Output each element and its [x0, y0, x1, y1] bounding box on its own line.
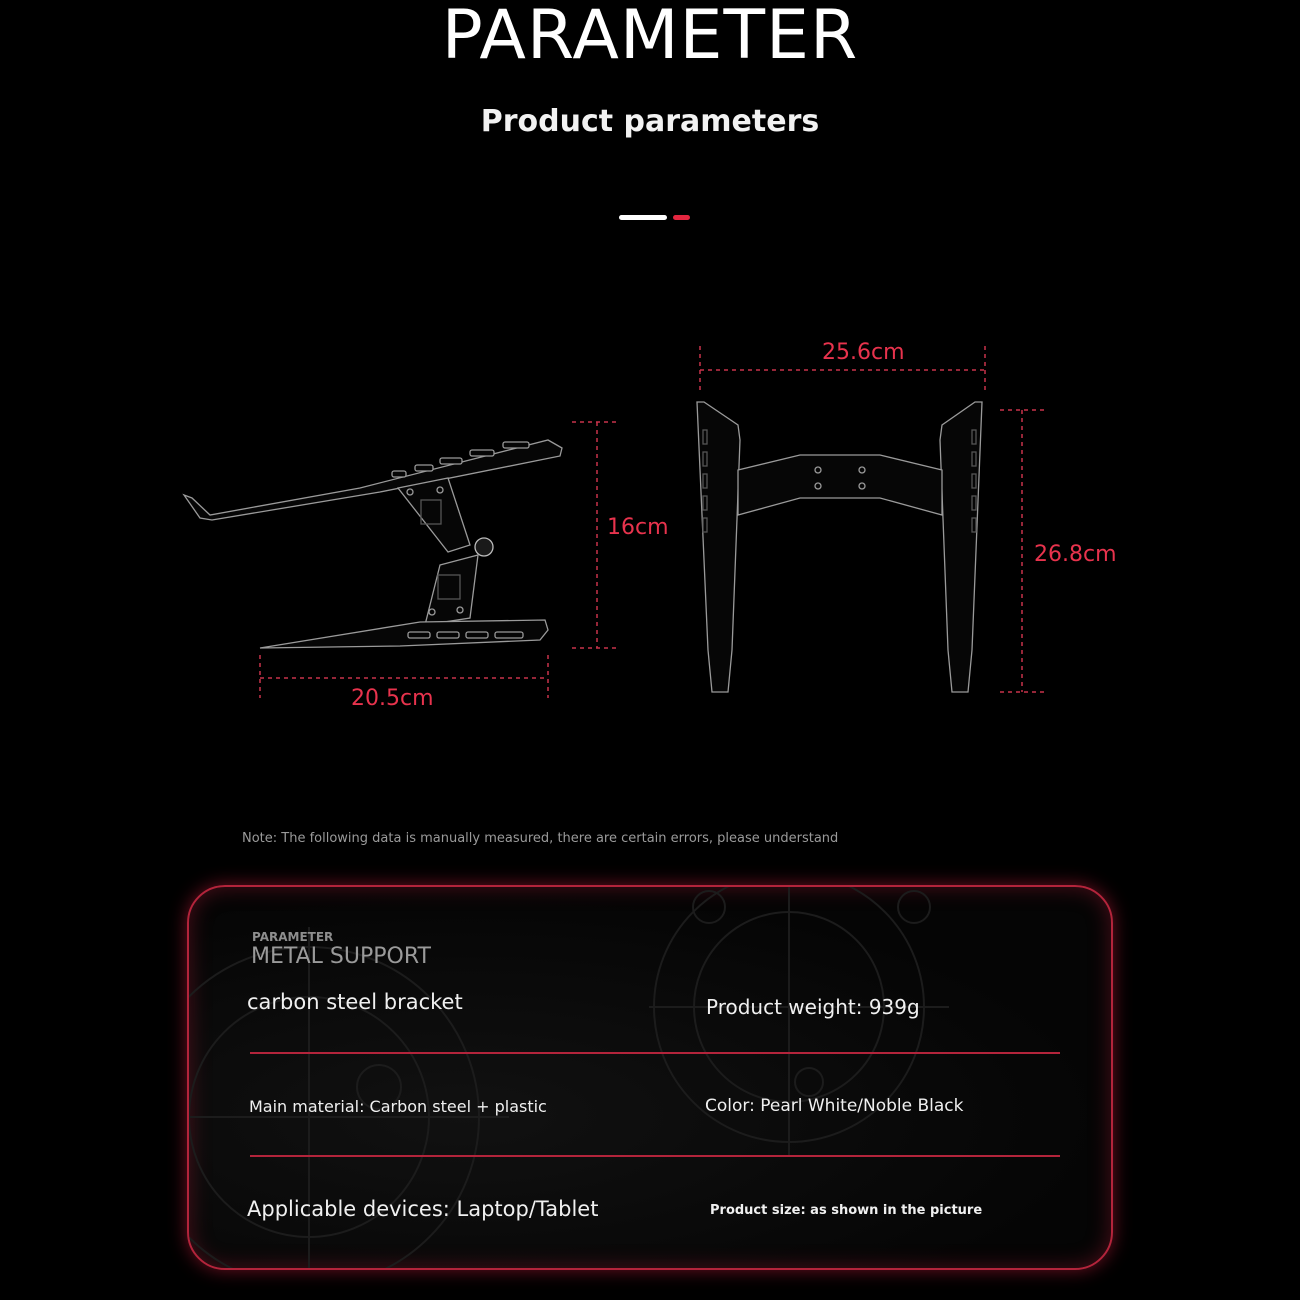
front-dimension-lines: [700, 346, 1046, 692]
side-length-label: 20.5cm: [351, 686, 434, 711]
panel-divider-2: [250, 1155, 1060, 1157]
param-color: Color: Pearl White/Noble Black: [705, 1096, 964, 1116]
param-weight: Product weight: 939g: [706, 995, 920, 1019]
param-bracket: carbon steel bracket: [247, 990, 463, 1014]
panel-tag-small: PARAMETER: [252, 930, 334, 944]
param-size: Product size: as shown in the picture: [710, 1203, 983, 1218]
page-subtitle: Product parameters: [480, 104, 820, 139]
panel-divider-1: [250, 1052, 1060, 1054]
front-height-label: 26.8cm: [1034, 542, 1117, 567]
side-height-label: 16cm: [607, 515, 669, 540]
front-width-label: 25.6cm: [822, 340, 905, 365]
panel-tag-large: METAL SUPPORT: [251, 944, 431, 969]
side-view-stand: [184, 440, 562, 648]
page-title: PARAMETER: [441, 0, 859, 75]
param-devices: Applicable devices: Laptop/Tablet: [247, 1197, 599, 1221]
measurement-note: Note: The following data is manually measured, there are certain errors, please understand: [242, 831, 839, 846]
param-material: Main material: Carbon steel + plastic: [249, 1097, 547, 1116]
front-view-stand: [697, 402, 982, 692]
